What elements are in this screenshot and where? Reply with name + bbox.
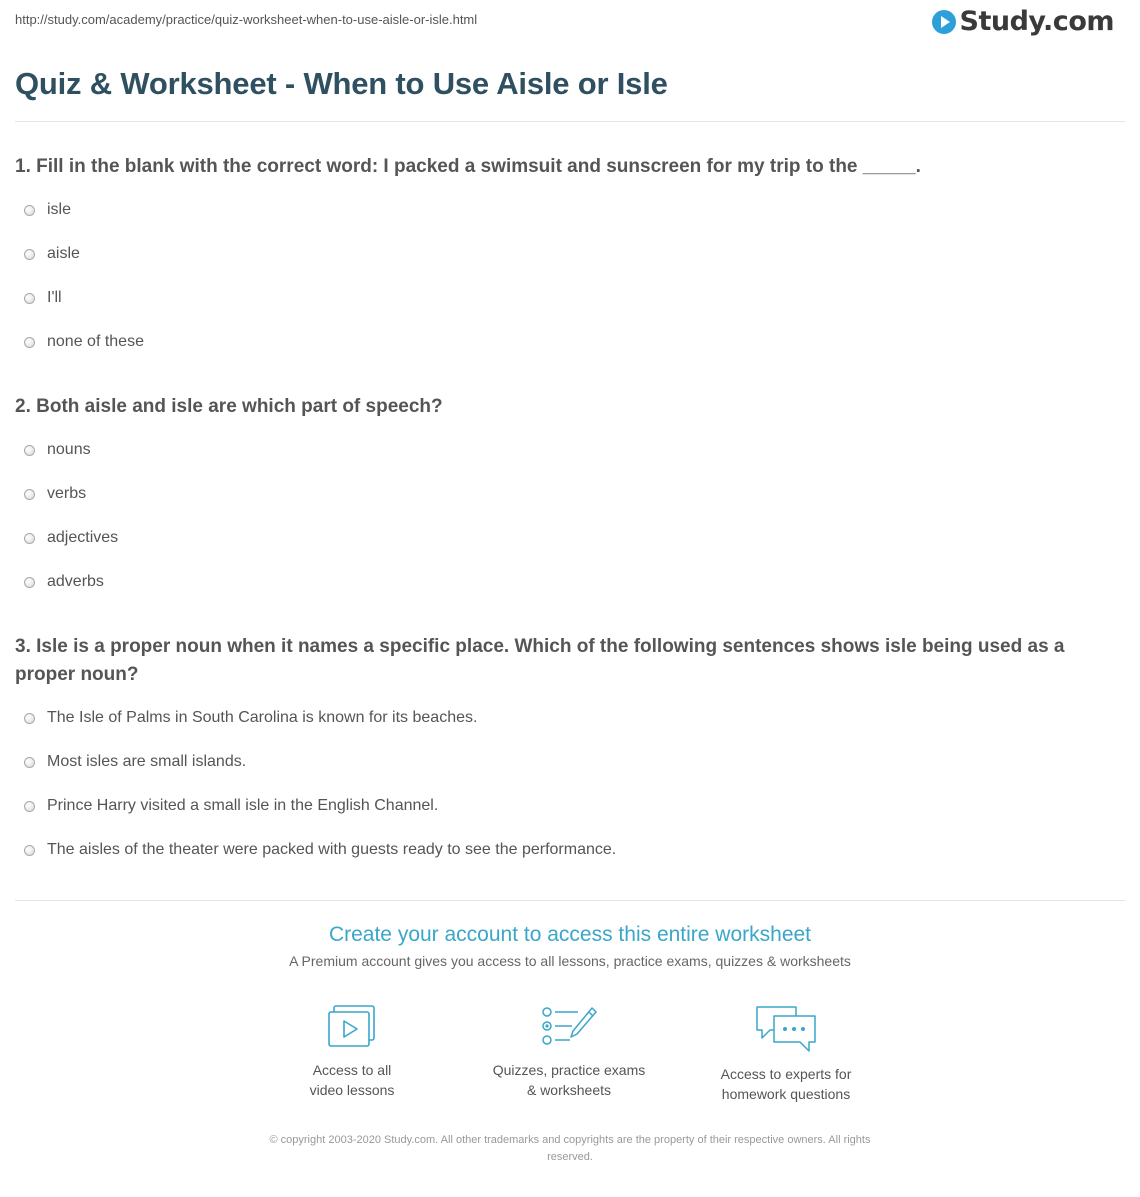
feature-experts [686,1004,886,1104]
answer-option[interactable] [24,839,616,861]
feature-label-line1: Access to all [312,1062,392,1078]
copyright-line2: reserved. [547,1151,593,1163]
answer-option[interactable] [24,571,104,593]
radio-button-icon[interactable] [24,577,35,588]
question-1: 1. Fill in the blank with the correct word: I packed a swimsuit and sunscreen for my trip to the _____. [15,156,921,177]
answer-option[interactable] [24,199,71,221]
feature-video-lessons [252,1004,452,1100]
answer-label: Most isles are small islands. [47,753,247,770]
answer-label: I'll [47,289,62,306]
question-2: 2. Both aisle and isle are which part of speech? [15,396,443,417]
feature-label-line2: video lessons [309,1082,395,1098]
feature-label-line1: Quizzes, practice exams [492,1062,646,1078]
radio-button-icon[interactable] [24,801,35,812]
answer-option[interactable] [24,331,144,353]
premium-description: A Premium account gives you access to all lessons, practice exams, quizzes & worksheets [289,953,851,969]
feature-quizzes [469,1004,669,1100]
answer-label: Prince Harry visited a small isle in the English Channel. [47,797,439,814]
copyright-line1: © copyright 2003-2020 Study.com. All other trademarks and copyrights are the property of their respective owners. All rights [269,1134,871,1146]
study-logo[interactable] [932,6,1114,37]
feature-label-line2: & worksheets [526,1082,612,1098]
answer-option[interactable] [24,439,91,461]
answer-label: The aisles of the theater were packed with guests ready to see the performance. [47,841,617,858]
radio-button-icon[interactable] [24,713,35,724]
feature-label-line2: homework questions [721,1086,851,1102]
answer-label: none of these [47,333,144,350]
radio-button-icon[interactable] [24,293,35,304]
answer-option[interactable] [24,287,62,309]
play-logo-icon [932,10,956,34]
question-3: 3. Isle is a proper noun when it names a specific place. Which of the following sentences shows isle being used as a proper noun? [15,636,1065,685]
answer-option[interactable] [24,751,246,773]
radio-button-icon[interactable] [24,757,35,768]
answer-label: The Isle of Palms in South Carolina is known for its beaches. [47,709,478,726]
video-lessons-icon [326,1004,378,1050]
radio-button-icon[interactable] [24,445,35,456]
answer-option[interactable] [24,243,80,265]
radio-button-icon[interactable] [24,205,35,216]
create-account-link[interactable]: Create your account to access this entire worksheet [328,923,812,946]
answer-label: isle [47,201,72,218]
answer-label: adverbs [47,573,104,590]
answer-label: aisle [47,245,80,262]
quiz-checklist-icon [540,1004,598,1050]
brand-name: Study.com [959,6,1114,37]
section-divider [15,900,1125,901]
answer-option[interactable] [24,483,86,505]
answer-option[interactable] [24,527,118,549]
chat-bubbles-icon [754,1004,818,1054]
radio-button-icon[interactable] [24,533,35,544]
page-url: http://study.com/academy/practice/quiz-worksheet-when-to-use-aisle-or-isle.html [15,12,478,27]
answer-label: nouns [47,441,91,458]
answer-option[interactable] [24,707,477,729]
copyright-footer [210,1132,930,1166]
answer-label: adjectives [47,529,119,546]
radio-button-icon[interactable] [24,249,35,260]
title-divider [15,121,1125,122]
radio-button-icon[interactable] [24,337,35,348]
radio-button-icon[interactable] [24,489,35,500]
answer-label: verbs [47,485,87,502]
answer-option[interactable] [24,795,438,817]
radio-button-icon[interactable] [24,845,35,856]
feature-label-line1: Access to experts for [720,1066,852,1082]
page-title: Quiz & Worksheet - When to Use Aisle or Isle [15,66,668,101]
